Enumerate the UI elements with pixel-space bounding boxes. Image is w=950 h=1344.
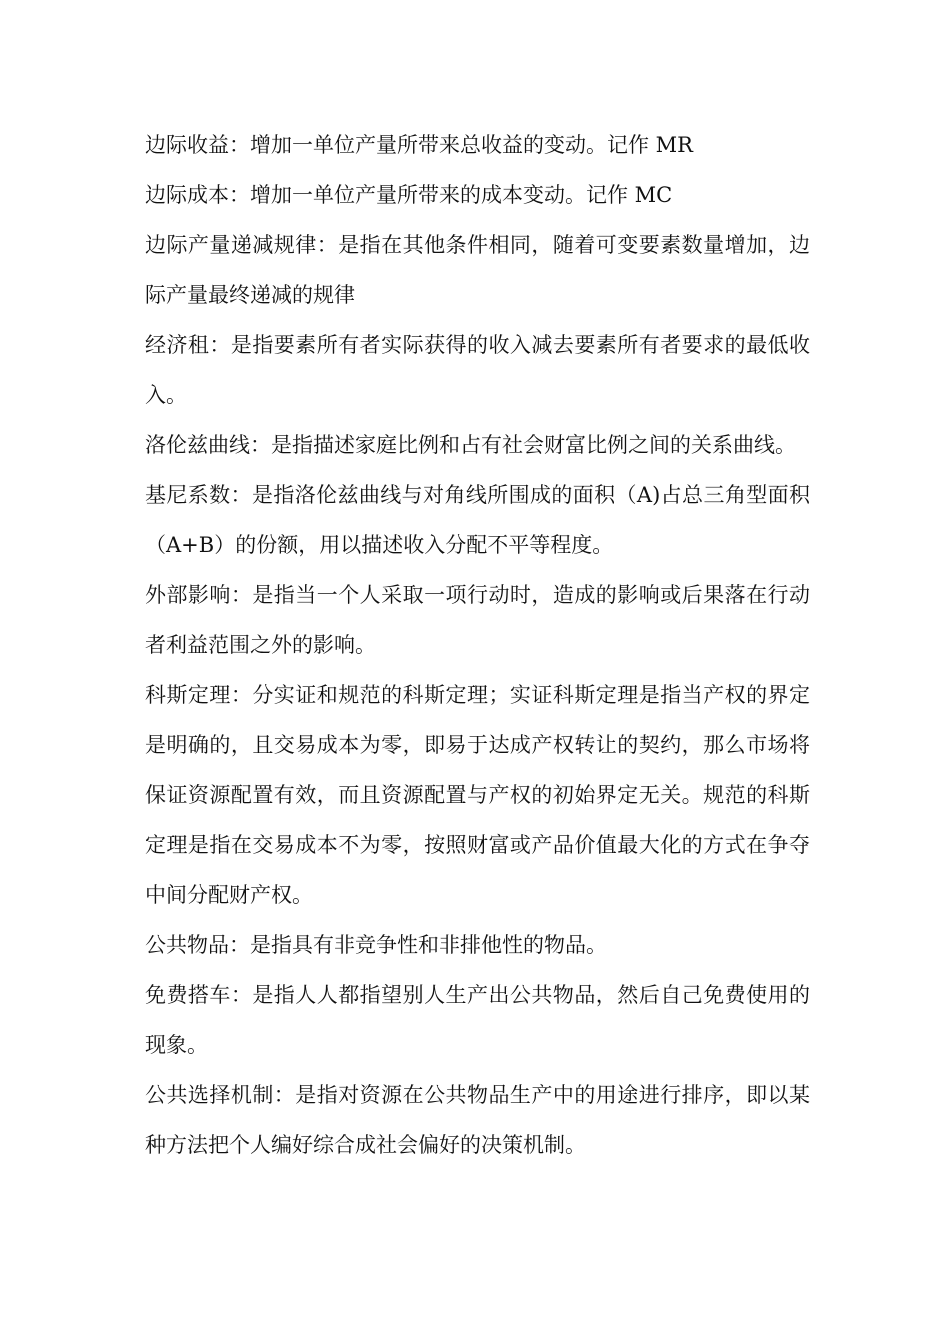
- definition-coase-theorem: 科斯定理：分实证和规范的科斯定理；实证科斯定理是指当产权的界定是明确的，且交易成本为零，即易于达成产权转让的契约，那么市场将保证资源配置有效，而且资源配置与产权的初始界定无关。规范的科斯定理是指在交易成本不为零，按照财富或产品价值最大化的方式在争夺中间分配财产权。: [145, 683, 810, 907]
- definition-marginal-revenue: 边际收益：增加一单位产量所带来总收益的变动。记作 MR: [145, 133, 693, 157]
- definition-economic-rent: 经济租：是指要素所有者实际获得的收入减去要素所有者要求的最低收入。: [145, 333, 810, 407]
- definition-public-goods: 公共物品：是指具有非竞争性和非排他性的物品。: [145, 933, 607, 957]
- definition-lorenz-curve: 洛伦兹曲线：是指描述家庭比例和占有社会财富比例之间的关系曲线。: [145, 433, 796, 457]
- definition-externality: 外部影响：是指当一个人采取一项行动时，造成的影响或后果落在行动者利益范围之外的影响。: [145, 583, 810, 657]
- document-body: [145, 120, 810, 1170]
- definition-public-choice-mechanism: 公共选择机制：是指对资源在公共物品生产中的用途进行排序，即以某种方法把个人编好综合成社会偏好的决策机制。: [145, 1083, 810, 1157]
- definition-gini-coefficient: 基尼系数：是指洛伦兹曲线与对角线所围成的面积（A)占总三角型面积（A+B）的份额，用以描述收入分配不平等程度。: [145, 483, 810, 557]
- definition-marginal-cost: 边际成本：增加一单位产量所带来的成本变动。记作 MC: [145, 183, 673, 207]
- definition-diminishing-marginal-product: 边际产量递减规律：是指在其他条件相同，随着可变要素数量增加，边际产量最终递减的规律: [145, 233, 810, 307]
- definition-free-rider: 免费搭车：是指人人都指望别人生产出公共物品，然后自己免费使用的现象。: [145, 983, 810, 1057]
